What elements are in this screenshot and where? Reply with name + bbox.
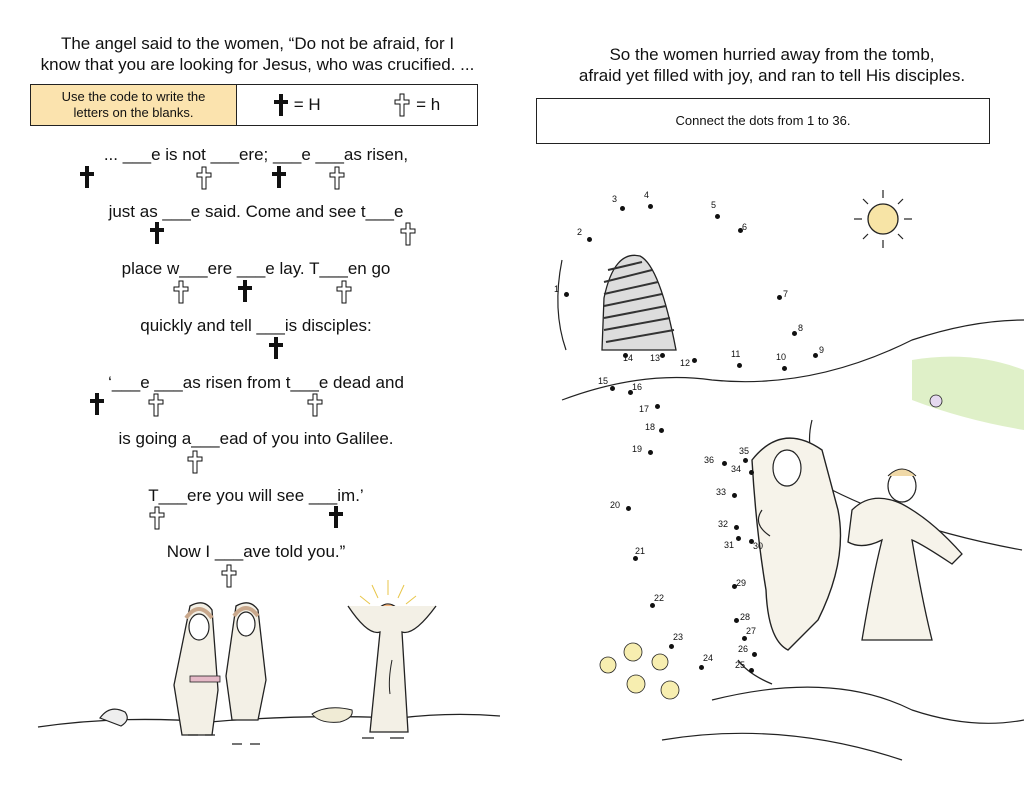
dot-label-20: 20 bbox=[610, 500, 621, 510]
dot-36 bbox=[722, 461, 727, 466]
dot-12 bbox=[692, 358, 697, 363]
dot-15 bbox=[610, 386, 615, 391]
dot-26 bbox=[752, 652, 757, 657]
puzzle-line-5: ‘___e ___as risen from t___e dead and bbox=[108, 373, 404, 392]
dot-label-12: 12 bbox=[680, 358, 691, 368]
dot-1 bbox=[564, 292, 569, 297]
dot-label-11: 11 bbox=[731, 349, 741, 359]
dot-label-15: 15 bbox=[598, 376, 609, 386]
dot-label-23: 23 bbox=[673, 632, 684, 642]
dot-33 bbox=[732, 493, 737, 498]
dot-label-10: 10 bbox=[776, 352, 787, 362]
hill-flower-icon bbox=[930, 395, 942, 407]
dot-3 bbox=[620, 206, 625, 211]
dot-label-5: 5 bbox=[711, 200, 717, 210]
dot-label-24: 24 bbox=[703, 653, 714, 663]
sun-icon bbox=[854, 190, 912, 248]
dot-label-27: 27 bbox=[746, 626, 757, 636]
dot-label-25: 25 bbox=[735, 660, 746, 670]
running-woman-figure bbox=[738, 438, 841, 684]
dot-label-32: 32 bbox=[718, 519, 729, 529]
rock-icon bbox=[100, 709, 127, 726]
dot-label-18: 18 bbox=[645, 422, 656, 432]
dot-label-26: 26 bbox=[738, 644, 749, 654]
puzzle-line-6: is going a___ead of you into Galilee. bbox=[118, 429, 394, 448]
connect-dots-instruction: Connect the dots from 1 to 36. bbox=[536, 98, 990, 144]
dot-label-4: 4 bbox=[644, 190, 650, 200]
dot-7 bbox=[777, 295, 782, 300]
dot-label-35: 35 bbox=[739, 446, 750, 456]
dot-label-36: 36 bbox=[704, 455, 715, 465]
dot-27 bbox=[742, 636, 747, 641]
dot-label-13: 13 bbox=[650, 353, 661, 363]
code-instruction: Use the code to write the letters on the blanks. bbox=[31, 85, 237, 125]
dot-32 bbox=[734, 525, 739, 530]
angel-figure bbox=[348, 580, 436, 738]
dot-20 bbox=[626, 506, 631, 511]
dot-23 bbox=[669, 644, 674, 649]
dot-10 bbox=[782, 366, 787, 371]
dot-label-29: 29 bbox=[736, 578, 747, 588]
puzzle-line-8: Now I ___ave told you.” bbox=[166, 542, 346, 561]
dot-21 bbox=[633, 556, 638, 561]
dot-label-30: 30 bbox=[753, 541, 764, 551]
dot-19 bbox=[648, 450, 653, 455]
dot-label-1: 1 bbox=[554, 284, 560, 294]
flowers-icon bbox=[600, 643, 679, 699]
puzzle-line-1: ... ___e is not ___ere; ___e ___as risen, bbox=[103, 145, 409, 164]
intro-line-1: The angel said to the women, “Do not be afraid, for I bbox=[60, 34, 455, 53]
dot-25 bbox=[749, 668, 754, 673]
dot-label-3: 3 bbox=[612, 194, 618, 204]
puzzle-line-2: just as ___e said. Come and see t___e bbox=[108, 202, 404, 221]
key-lowercase: = h bbox=[394, 93, 440, 117]
dot-5 bbox=[715, 214, 720, 219]
key-uppercase: = H bbox=[274, 94, 321, 116]
dot-13 bbox=[660, 353, 665, 358]
dot-8 bbox=[792, 331, 797, 336]
intro-line-2: know that you are looking for Jesus, who was crucified. ... bbox=[40, 55, 475, 74]
dot-24 bbox=[699, 665, 704, 670]
dot-label-9: 9 bbox=[819, 345, 825, 355]
dot-4 bbox=[648, 204, 653, 209]
dot-label-19: 19 bbox=[632, 444, 643, 454]
woman-1-figure bbox=[174, 603, 220, 735]
dot-label-22: 22 bbox=[654, 593, 665, 603]
puzzle-line-7: T___ere you will see ___im.’ bbox=[148, 486, 364, 505]
dot-label-21: 21 bbox=[635, 546, 646, 556]
dot-34 bbox=[749, 470, 754, 475]
dot-label-17: 17 bbox=[639, 404, 650, 414]
running-girl-figure bbox=[848, 469, 962, 640]
dot-18 bbox=[659, 428, 664, 433]
woman-2-figure bbox=[226, 603, 266, 744]
dot-label-2: 2 bbox=[577, 227, 583, 237]
dot-label-33: 33 bbox=[716, 487, 727, 497]
dot-35 bbox=[743, 458, 748, 463]
dot-31 bbox=[736, 536, 741, 541]
puzzle-line-4: quickly and tell ___is disciples: bbox=[140, 316, 372, 335]
dot-9 bbox=[813, 353, 818, 358]
dot-28 bbox=[734, 618, 739, 623]
dot-2 bbox=[587, 237, 592, 242]
right-page bbox=[512, 0, 1024, 791]
dot-label-31: 31 bbox=[724, 540, 735, 550]
dot-label-8: 8 bbox=[798, 323, 804, 333]
dot-label-28: 28 bbox=[740, 612, 751, 622]
puzzle-line-3: place w___ere ___e lay. T___en go bbox=[121, 259, 391, 278]
dot-17 bbox=[655, 404, 660, 409]
dot-label-6: 6 bbox=[742, 222, 748, 232]
dot-22 bbox=[650, 603, 655, 608]
dot-11 bbox=[737, 363, 742, 368]
dot-label-16: 16 bbox=[632, 382, 643, 392]
connect-dots-illustration bbox=[512, 0, 1024, 791]
dot-label-7: 7 bbox=[783, 289, 789, 299]
dot-label-34: 34 bbox=[731, 464, 742, 474]
dot-label-14: 14 bbox=[623, 353, 634, 363]
right-title: So the women hurried away from the tomb, afraid yet filled with joy, and ran to tell His disciples. bbox=[578, 45, 966, 85]
